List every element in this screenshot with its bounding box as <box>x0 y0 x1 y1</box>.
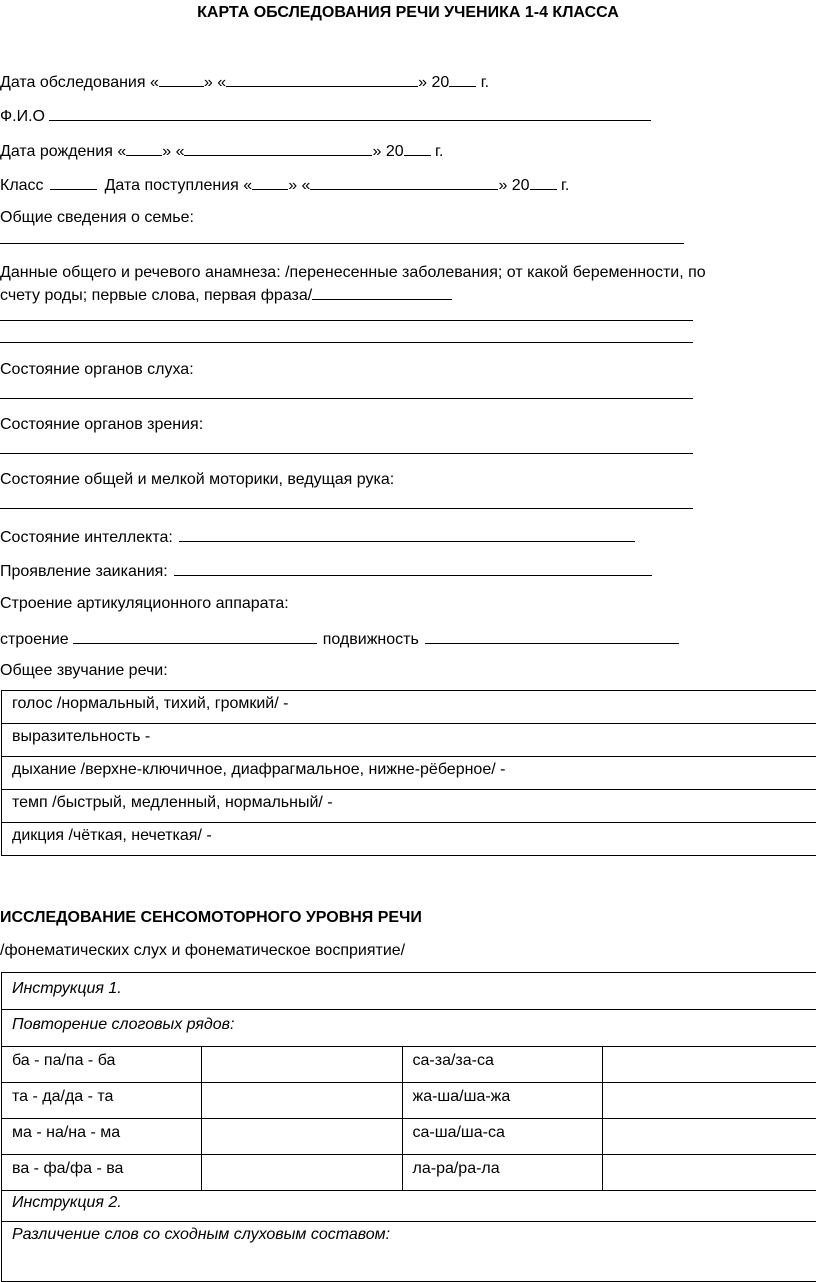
quote-separator: » « <box>162 143 184 160</box>
class-label: Класс <box>0 177 44 194</box>
table-row <box>2 1191 816 1222</box>
class-row <box>0 174 569 195</box>
class-blank[interactable] <box>50 174 97 190</box>
vision-label: Состояние органов зрения: <box>0 415 203 434</box>
table-row <box>2 757 816 790</box>
admission-year-blank[interactable] <box>530 174 557 190</box>
intellect-label: Состояние интеллекта: <box>0 529 173 546</box>
hearing-blank[interactable] <box>0 398 693 399</box>
birth-month-blank[interactable] <box>184 140 372 156</box>
structure-label: строение <box>0 631 69 648</box>
motor-label: Состояние общей и мелкой моторики, ведущая рука: <box>0 470 394 489</box>
birth-date-row <box>0 140 443 161</box>
exam-date-label: Дата обследования « <box>0 74 159 91</box>
year-prefix: » 20 <box>498 177 529 194</box>
table-cell[interactable]: дикция /чёткая, нечеткая/ - <box>2 823 816 856</box>
table-row <box>2 1119 816 1155</box>
table-cell[interactable]: выразительность - <box>2 724 816 757</box>
table-row <box>2 823 816 856</box>
fio-blank[interactable] <box>49 105 651 121</box>
syllable-cell: ба - па/па - ба <box>2 1047 202 1083</box>
table-row <box>2 1047 816 1083</box>
answer-cell[interactable] <box>201 1083 402 1119</box>
table-row <box>2 691 816 724</box>
admission-day-blank[interactable] <box>252 174 288 190</box>
syllable-cell: та - да/да - та <box>2 1083 202 1119</box>
year-prefix: » 20 <box>418 74 449 91</box>
day-blank[interactable] <box>159 71 204 87</box>
articulation-label: Строение артикуляционного аппарата: <box>0 594 289 613</box>
syllable-cell: ва - фа/фа - ва <box>2 1155 202 1191</box>
table-cell[interactable]: голос /нормальный, тихий, громкий/ - <box>2 691 816 724</box>
table-cell[interactable]: дыхание /верхне-ключичное, диафрагмальное, нижне-рёберное/ - <box>2 757 816 790</box>
motor-blank[interactable] <box>0 508 693 509</box>
table-row <box>2 1222 816 1282</box>
vision-blank[interactable] <box>0 453 693 454</box>
sound-label: Общее звучание речи: <box>0 661 168 680</box>
syllable-cell: ла-ра/ра-ла <box>402 1155 603 1191</box>
table-row <box>2 1010 816 1047</box>
instruction-1: Инструкция 1. <box>2 973 816 1010</box>
table-row <box>2 973 816 1010</box>
fio-label: Ф.И.О <box>0 108 45 125</box>
family-label: Общие сведения о семье: <box>0 208 194 227</box>
admission-label: Дата поступления « <box>105 177 253 194</box>
page-title: КАРТА ОБСЛЕДОВАНИЯ РЕЧИ УЧЕНИКА 1-4 КЛАССА <box>0 3 816 22</box>
year-suffix: г. <box>431 143 444 160</box>
quote-separator: » « <box>204 74 226 91</box>
intellect-row <box>0 526 635 547</box>
stutter-row <box>0 560 652 581</box>
year-suffix: г. <box>557 177 570 194</box>
answer-cell[interactable] <box>603 1119 816 1155</box>
mobility-label: подвижность <box>323 631 419 648</box>
stutter-blank[interactable] <box>174 560 652 576</box>
anamnesis-line2: счету роды; первые слова, первая фраза/ <box>0 287 312 304</box>
task-1: Повторение слоговых рядов: <box>2 1010 816 1047</box>
sound-table <box>1 690 816 856</box>
hearing-label: Состояние органов слуха: <box>0 360 194 379</box>
articulation-row <box>0 628 679 649</box>
answer-cell[interactable] <box>603 1155 816 1191</box>
task-2: Различение слов со сходным слуховым составом: <box>2 1222 816 1282</box>
birth-day-blank[interactable] <box>126 140 162 156</box>
anamnesis-rule-1[interactable] <box>0 320 693 321</box>
answer-cell[interactable] <box>201 1119 402 1155</box>
table-row <box>2 724 816 757</box>
section-heading: ИССЛЕДОВАНИЕ СЕНСОМОТОРНОГО УРОВНЯ РЕЧИ <box>0 908 422 927</box>
answer-cell[interactable] <box>201 1155 402 1191</box>
table-row <box>2 1083 816 1119</box>
table-row <box>2 1155 816 1191</box>
syllable-table <box>1 972 816 1282</box>
mobility-blank[interactable] <box>425 628 679 644</box>
section-subheading: /фонематических слух и фонематическое восприятие/ <box>0 941 405 960</box>
anamnesis-blank[interactable] <box>312 284 452 300</box>
birth-date-label: Дата рождения « <box>0 143 126 160</box>
anamnesis-line1: Данные общего и речевого анамнеза: /перенесенные заболевания; от какой беременности, по <box>0 263 706 282</box>
structure-blank[interactable] <box>73 628 317 644</box>
anamnesis-rule-2[interactable] <box>0 342 693 343</box>
month-blank[interactable] <box>226 71 418 87</box>
year-blank[interactable] <box>449 71 476 87</box>
fio-row <box>0 105 651 126</box>
syllable-cell: ма - на/на - ма <box>2 1119 202 1155</box>
admission-month-blank[interactable] <box>310 174 498 190</box>
quote-separator: » « <box>288 177 310 194</box>
syllable-cell: са-за/за-са <box>402 1047 603 1083</box>
family-blank[interactable] <box>0 243 684 244</box>
answer-cell[interactable] <box>201 1047 402 1083</box>
syllable-cell: са-ша/ша-са <box>402 1119 603 1155</box>
exam-date-row <box>0 71 489 92</box>
answer-cell[interactable] <box>603 1083 816 1119</box>
year-suffix: г. <box>476 74 489 91</box>
syllable-cell: жа-ша/ша-жа <box>402 1083 603 1119</box>
answer-cell[interactable] <box>603 1047 816 1083</box>
intellect-blank[interactable] <box>179 526 635 542</box>
stutter-label: Проявление заикания: <box>0 563 168 580</box>
anamnesis-row <box>0 284 452 305</box>
table-cell[interactable]: темп /быстрый, медленный, нормальный/ - <box>2 790 816 823</box>
year-prefix: » 20 <box>372 143 403 160</box>
table-row <box>2 790 816 823</box>
birth-year-blank[interactable] <box>404 140 431 156</box>
instruction-2: Инструкция 2. <box>2 1191 816 1222</box>
